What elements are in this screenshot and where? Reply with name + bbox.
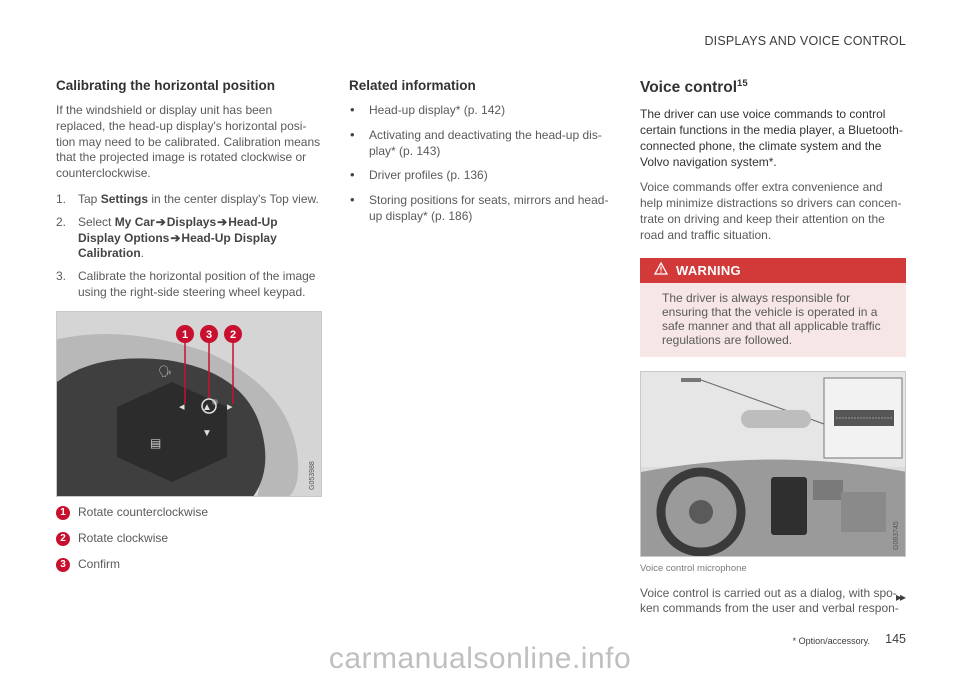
running-header: DISPLAYS AND VOICE CONTROL	[704, 34, 906, 48]
footnote-ref: 15	[737, 78, 748, 89]
calibration-intro: If the windshield or display unit has been replaced, the head-up display's horizontal posi-tion may need to be calibrated. Calibration means that the projected image is rotated clockwise or counterclockwise.	[56, 103, 321, 181]
steering-wheel-illustration	[57, 312, 322, 497]
footnote-option: * Option/accessory.	[792, 636, 870, 646]
warning-title: WARNING	[676, 262, 741, 278]
callout-badge: 3	[56, 558, 70, 572]
step-1: 1. Tap Settings in the center display's Top view.	[56, 191, 319, 206]
voice-paragraph-continued: Voice control is carried out as a dialog, with spo-ken commands from the user and verbal respon-	[640, 585, 899, 616]
figure-caption: Voice control microphone	[640, 562, 747, 574]
callout-badge: 1	[56, 506, 70, 520]
page-number: 145	[885, 632, 906, 646]
column-voice-control	[640, 78, 906, 617]
related-heading: Related information	[349, 78, 476, 93]
related-link[interactable]: • Storing positions for seats, mirrors and head-up display* (p. 186)	[349, 193, 615, 225]
step-3: 3. Calibrate the horizontal position of the image using the right-side steering wheel keypad.	[56, 269, 316, 299]
figure-code: G053988	[309, 460, 316, 490]
warning-triangle-icon	[654, 262, 668, 278]
voice-microphone-figure	[640, 371, 906, 557]
svg-text:◂: ◂	[179, 400, 185, 413]
callout-item	[56, 505, 322, 520]
callout-item	[56, 557, 322, 572]
calibration-steps	[56, 192, 322, 301]
steering-wheel-keypad-figure	[56, 311, 322, 497]
voice-paragraph: Voice commands offer extra convenience and help minimize distractions so drivers can concen-trate on driving and keep their attention on the road and traffic situation.	[640, 180, 902, 242]
continue-arrows-icon: ▸▸	[895, 590, 904, 604]
svg-text:▤: ▤	[150, 435, 162, 450]
related-list	[349, 103, 615, 225]
callout-badge: 2	[56, 532, 70, 546]
callout-legend	[56, 505, 322, 572]
callout-marker-2: 2	[229, 328, 237, 341]
settings-term: Settings	[100, 191, 149, 206]
arrow-right-icon: ➔	[217, 214, 228, 229]
voice-control-heading: Voice control$^{15}$	[640, 78, 748, 97]
svg-text:▼: ▼	[202, 427, 212, 439]
related-link[interactable]: • Activating and deactivating the head-up dis-play* (p. 143)	[349, 128, 615, 160]
callout-item	[56, 531, 322, 546]
column-related	[349, 78, 615, 234]
callout-marker-3: 3	[205, 328, 213, 341]
warning-text: The driver is always responsible for ensuring that the vehicle is operated in a safe manner and that all applicable traffic regulations are followed.	[662, 290, 881, 347]
arrow-right-icon: ➔	[170, 230, 181, 245]
car-interior-illustration	[641, 372, 906, 557]
related-link[interactable]: • Head-up display* (p. 142)	[349, 103, 615, 119]
svg-text:🗣: 🗣	[158, 364, 172, 378]
callout-marker-1: 1	[181, 328, 189, 341]
callout-label: Rotate clockwise	[78, 530, 169, 545]
related-link[interactable]: • Driver profiles (p. 136)	[349, 168, 615, 184]
column-calibration	[56, 78, 322, 583]
watermark: carmanualsonline.info	[328, 642, 632, 675]
arrow-right-icon: ➔	[155, 214, 166, 229]
voice-lead: The driver can use voice commands to control certain functions in the media player, a Bluetooth-connected phone, the climate system and the Volvo navigation system*.	[640, 107, 903, 169]
callout-label: Rotate counterclockwise	[78, 504, 209, 519]
svg-text:▸: ▸	[227, 400, 233, 413]
svg-text:▲: ▲	[202, 401, 212, 413]
callout-label: Confirm	[78, 556, 121, 571]
calibration-heading: Calibrating the horizontal position	[56, 78, 275, 93]
warning-box	[640, 258, 906, 357]
warning-header	[640, 258, 906, 283]
step-2: 2. Select My Car➔Displays➔Head-Up Display Options➔Head-Up Display Calibration.	[56, 214, 278, 261]
figure-code: G063745	[893, 520, 900, 550]
